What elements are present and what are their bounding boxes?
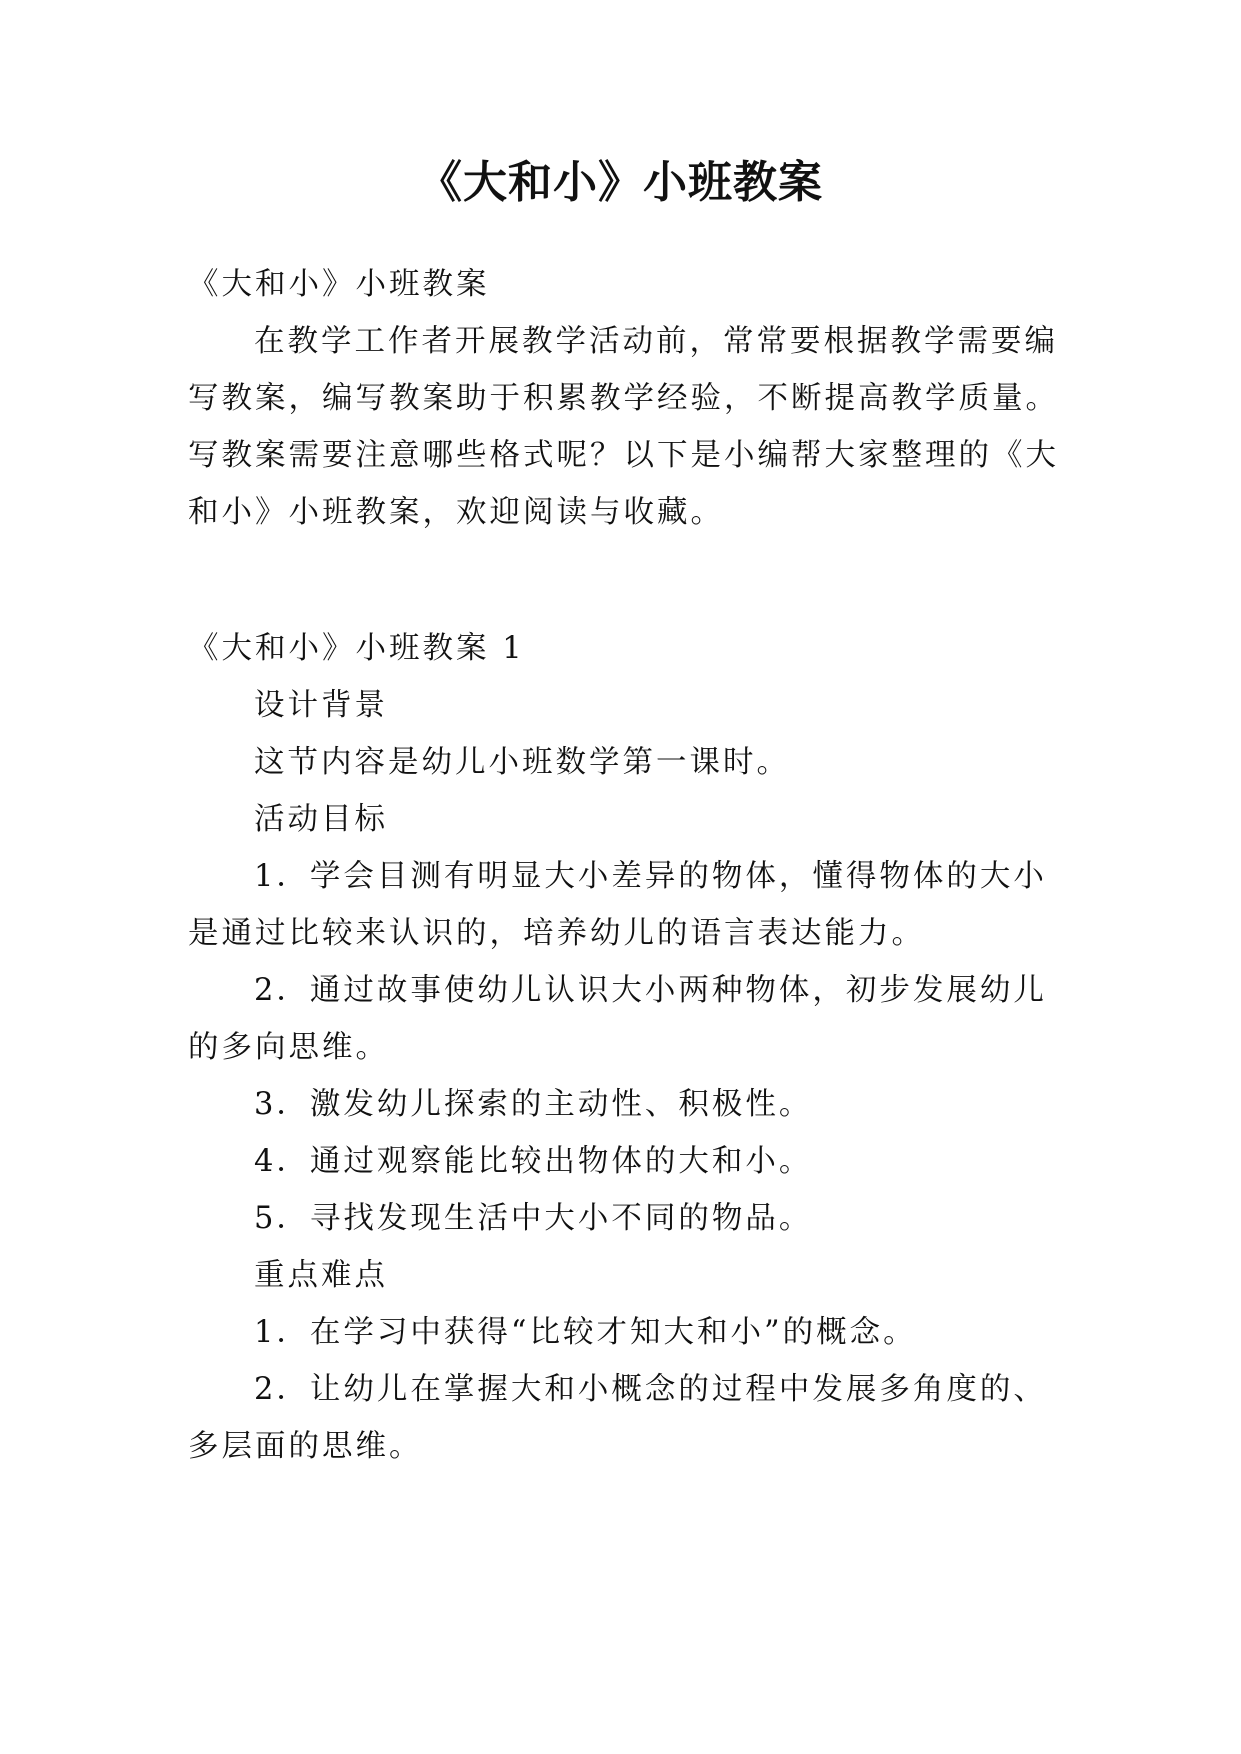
key-point-item: 2．让幼儿在掌握大和小概念的过程中发展多角度的、多层面的思维。: [188, 1372, 1047, 1464]
section-1: [188, 620, 1060, 1475]
intro-heading: 《大和小》小班教案: [188, 267, 490, 302]
goal-item: 3．激发幼儿探索的主动性、积极性。: [254, 1087, 813, 1122]
background-heading: 设计背景: [254, 688, 388, 723]
goal-item: 5．寻找发现生活中大小不同的物品。: [254, 1201, 813, 1236]
key-points-heading: 重点难点: [254, 1258, 388, 1293]
goals-heading: 活动目标: [254, 802, 388, 837]
section-1-heading: 《大和小》小班教案 1: [188, 631, 525, 666]
intro-section: [188, 256, 1060, 541]
intro-paragraph: 在教学工作者开展教学活动前，常常要根据教学需要编写教案，编写教案助于积累教学经验，不断提高教学质量。写教案需要注意哪些格式呢？以下是小编帮大家整理的《大和小》小班教案，欢迎阅读与收藏。: [188, 324, 1059, 530]
goal-item: 4．通过观察能比较出物体的大和小。: [254, 1144, 813, 1179]
key-point-item: 1．在学习中获得“比较才知大和小”的概念。: [254, 1315, 917, 1350]
goal-item: 1．学会目测有明显大小差异的物体，懂得物体的大小是通过比较来认识的，培养幼儿的语言表达能力。: [188, 859, 1047, 951]
background-text: 这节内容是幼儿小班数学第一课时。: [254, 745, 790, 780]
document-title: 《大和小》小班教案: [418, 157, 823, 208]
goal-item: 2．通过故事使幼儿认识大小两种物体，初步发展幼儿的多向思维。: [188, 973, 1047, 1065]
